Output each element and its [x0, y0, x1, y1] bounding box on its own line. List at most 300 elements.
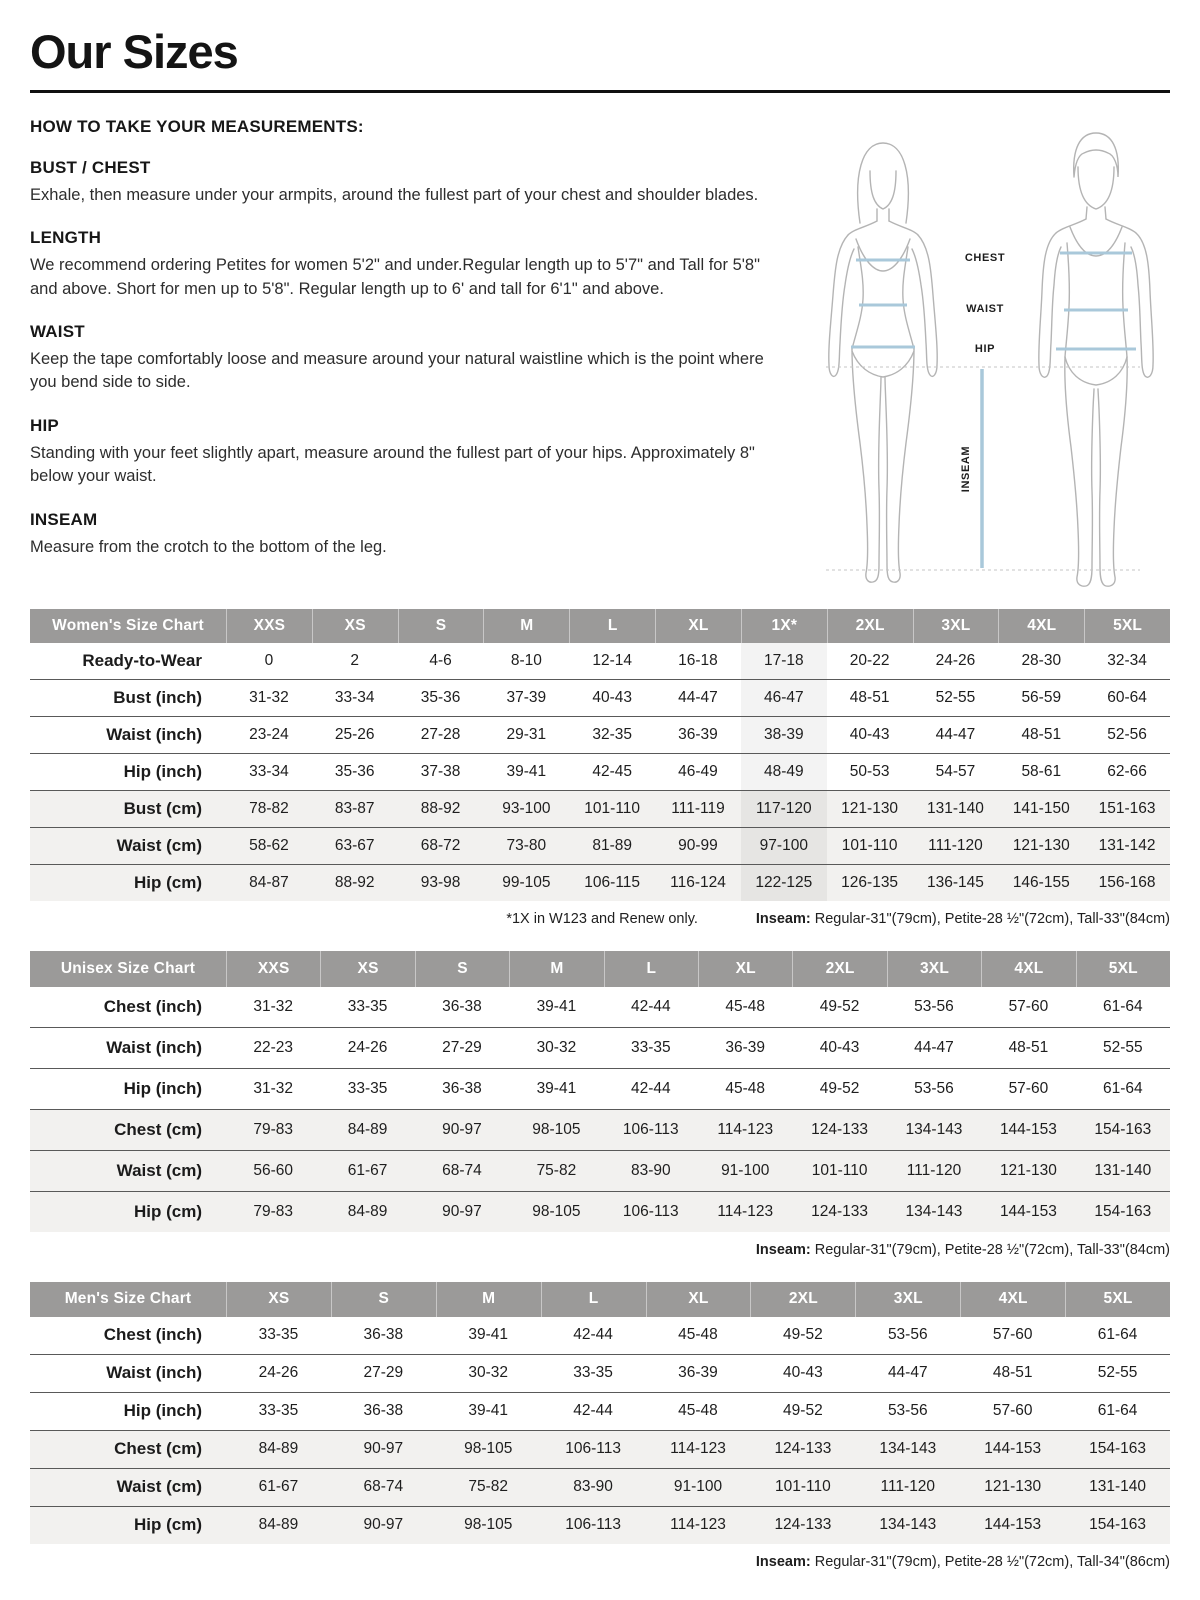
- size-value-cell: 42-45: [592, 762, 632, 780]
- measurement-instructions: [30, 117, 778, 595]
- size-value-cell: 111-119: [671, 799, 725, 817]
- size-value-cell: 106-115: [584, 873, 641, 891]
- size-value-cell: 98-105: [532, 1120, 581, 1138]
- measurement-guide: [30, 117, 1170, 595]
- size-value-cell: 91-100: [673, 1478, 723, 1496]
- size-value-cell: 75-82: [536, 1161, 577, 1179]
- size-value-cell: 68-74: [442, 1161, 482, 1179]
- row-label: Chest (cm): [114, 1439, 202, 1459]
- size-value-cell: 144-153: [984, 1440, 1042, 1458]
- size-value-cell: 29-31: [506, 725, 547, 743]
- column-header: L: [541, 1282, 646, 1317]
- column-header: XS: [226, 1282, 331, 1317]
- size-value-cell: 124-133: [774, 1516, 832, 1534]
- size-value-cell: 52-55: [1097, 1364, 1138, 1382]
- size-value-cell: 106-113: [565, 1440, 621, 1458]
- size-value-cell: 144-153: [984, 1516, 1042, 1534]
- size-value-cell: 24-26: [258, 1364, 299, 1382]
- size-value-cell: 48-51: [992, 1364, 1033, 1382]
- table-row: [30, 1507, 1170, 1544]
- column-header: XL: [698, 951, 792, 987]
- size-value-cell: 117-120: [741, 791, 827, 827]
- section-body: Standing with your feet slightly apart, measure around the fullest part of your hips. Approximately 8" below your waist.: [30, 443, 755, 486]
- table-row: [30, 1192, 1170, 1232]
- inseam-label: INSEAM: [960, 445, 972, 492]
- section-body: Exhale, then measure under your armpits, around the fullest part of your chest and shoulder blades.: [30, 185, 759, 204]
- size-value-cell: 144-153: [999, 1120, 1057, 1138]
- row-label: Hip (inch): [123, 761, 202, 781]
- column-header: XXS: [226, 609, 312, 643]
- table-footnote: [30, 1554, 1170, 1570]
- size-value-cell: 56-59: [1021, 688, 1062, 706]
- column-header: 3XL: [855, 1282, 960, 1317]
- size-value-cell: 57-60: [1008, 997, 1049, 1015]
- size-value-cell: 39-41: [536, 1079, 577, 1097]
- size-value-cell: 83-87: [334, 799, 375, 817]
- size-value-cell: 20-22: [849, 651, 890, 669]
- size-value-cell: 16-18: [678, 651, 718, 669]
- size-value-cell: 45-48: [678, 1326, 718, 1344]
- size-value-cell: 40-43: [849, 725, 890, 743]
- size-value-cell: 57-60: [992, 1326, 1033, 1344]
- size-value-cell: 84-89: [347, 1120, 388, 1138]
- table-title: Men's Size Chart: [64, 1290, 192, 1308]
- size-value-cell: 36-38: [442, 1079, 482, 1097]
- size-value-cell: 12-14: [592, 651, 632, 669]
- size-value-cell: 8-10: [510, 651, 542, 669]
- size-value-cell: 33-35: [347, 997, 388, 1015]
- column-header: L: [569, 609, 655, 643]
- row-label: Chest (cm): [114, 1119, 202, 1139]
- section-title: INSEAM: [30, 509, 98, 529]
- size-value-cell: 53-56: [914, 997, 954, 1015]
- size-value-cell: 42-44: [573, 1402, 613, 1420]
- size-value-cell: 98-105: [464, 1516, 513, 1534]
- table-footnote: [30, 911, 1170, 927]
- size-value-cell: 35-36: [334, 762, 375, 780]
- size-value-cell: 58-61: [1021, 762, 1062, 780]
- size-value-cell: 0: [264, 651, 274, 669]
- size-value-cell: 30-32: [536, 1038, 577, 1056]
- table-row: [30, 1028, 1170, 1069]
- size-value-cell: 84-89: [258, 1440, 299, 1458]
- column-header: 3XL: [913, 609, 999, 643]
- size-value-cell: 79-83: [253, 1202, 294, 1220]
- size-value-cell: 154-163: [1089, 1516, 1146, 1534]
- size-value-cell: 121-130: [841, 799, 899, 817]
- column-header: L: [604, 951, 698, 987]
- size-value-cell: 52-55: [1102, 1038, 1143, 1056]
- size-value-cell: 46-49: [678, 762, 718, 780]
- table-title: Women's Size Chart: [52, 616, 204, 634]
- footnote-inseam-label: Inseam:: [755, 910, 811, 927]
- row-label: Waist (cm): [116, 1160, 202, 1180]
- female-figure-outline: [829, 143, 937, 582]
- size-value-cell: 48-51: [849, 688, 890, 706]
- table-row: [30, 1431, 1170, 1469]
- size-value-cell: 151-163: [1098, 799, 1156, 817]
- size-value-cell: 32-35: [592, 725, 632, 743]
- size-value-cell: 52-56: [1107, 725, 1147, 743]
- size-value-cell: 17-18: [741, 643, 827, 679]
- size-value-cell: 101-110: [841, 836, 898, 854]
- size-value-cell: 58-62: [249, 836, 289, 854]
- size-value-cell: 35-36: [420, 688, 461, 706]
- row-label: Hip (inch): [123, 1078, 202, 1098]
- size-value-cell: 83-90: [630, 1161, 671, 1179]
- size-value-cell: 48-51: [1008, 1038, 1049, 1056]
- size-value-cell: 2: [350, 651, 360, 669]
- table-row: [30, 1317, 1170, 1355]
- row-label: Bust (cm): [123, 798, 202, 818]
- size-value-cell: 49-52: [819, 1079, 860, 1097]
- size-value-cell: 84-89: [258, 1516, 299, 1534]
- size-value-cell: 44-47: [914, 1038, 954, 1056]
- section-body: We recommend ordering Petites for women 5'2" and under.Regular length up to 5'7" and Tall for 5'8" and above. Short for men up to 5'8". Regular length up to 6' and tall for 6'1" and above.: [30, 256, 760, 298]
- measurement-section: [30, 158, 778, 207]
- section-title: BUST / CHEST: [30, 157, 151, 177]
- size-value-cell: 90-97: [363, 1440, 404, 1458]
- size-value-cell: 44-47: [887, 1364, 928, 1382]
- size-value-cell: 114-123: [717, 1202, 774, 1220]
- size-value-cell: 134-143: [879, 1440, 937, 1458]
- size-value-cell: 24-26: [347, 1038, 388, 1056]
- size-value-cell: 39-41: [506, 762, 547, 780]
- column-header: M: [436, 1282, 541, 1317]
- size-value-cell: 49-52: [819, 997, 860, 1015]
- size-value-cell: 33-35: [258, 1402, 299, 1420]
- column-header: XL: [655, 609, 741, 643]
- table-row: [30, 1355, 1170, 1393]
- size-value-cell: 84-89: [347, 1202, 388, 1220]
- column-header: XL: [646, 1282, 751, 1317]
- measurement-section: [30, 228, 778, 301]
- size-value-cell: 24-26: [935, 651, 976, 669]
- row-label: Chest (inch): [103, 1325, 202, 1345]
- row-label: Waist (inch): [106, 1037, 202, 1057]
- size-value-cell: 57-60: [992, 1402, 1033, 1420]
- table-row: [30, 791, 1170, 828]
- size-value-cell: 45-48: [725, 1079, 766, 1097]
- size-value-cell: 154-163: [1094, 1202, 1152, 1220]
- size-value-cell: 32-34: [1107, 651, 1147, 669]
- size-tables: [30, 609, 1170, 1570]
- column-header: XXS: [226, 951, 320, 987]
- size-value-cell: 27-29: [442, 1038, 482, 1056]
- size-value-cell: 131-140: [1094, 1161, 1152, 1179]
- hip-label: HIP: [974, 342, 996, 355]
- size-value-cell: 36-39: [678, 1364, 718, 1382]
- size-value-cell: 36-38: [363, 1402, 404, 1420]
- size-value-cell: 90-97: [442, 1120, 482, 1138]
- row-label: Hip (inch): [123, 1401, 202, 1421]
- footnote-inseam: Inseam: Regular-31"(79cm), Petite-28 ½"(72cm), Tall-33"(84cm): [755, 910, 1170, 927]
- size-value-cell: 116-124: [670, 873, 726, 891]
- table-header-row: [30, 1282, 1170, 1317]
- table-row: [30, 1069, 1170, 1110]
- size-value-cell: 37-39: [506, 688, 547, 706]
- size-value-cell: 33-35: [258, 1326, 299, 1344]
- size-value-cell: 27-28: [420, 725, 461, 743]
- footnote-inseam-label: Inseam:: [755, 1553, 811, 1570]
- size-value-cell: 106-113: [622, 1202, 679, 1220]
- size-value-cell: 101-110: [584, 799, 641, 817]
- size-value-cell: 121-130: [984, 1478, 1042, 1496]
- column-header: S: [398, 609, 484, 643]
- table-row: [30, 987, 1170, 1028]
- size-value-cell: 93-100: [502, 799, 551, 817]
- size-value-cell: 146-155: [1012, 873, 1070, 891]
- size-value-cell: 33-35: [347, 1079, 388, 1097]
- size-value-cell: 48-51: [1021, 725, 1062, 743]
- size-value-cell: 44-47: [935, 725, 976, 743]
- size-value-cell: 84-87: [249, 873, 289, 891]
- size-value-cell: 68-72: [420, 836, 461, 854]
- size-value-cell: 31-32: [249, 688, 289, 706]
- column-header: 4XL: [960, 1282, 1065, 1317]
- size-value-cell: 88-92: [334, 873, 375, 891]
- column-header: XS: [312, 609, 398, 643]
- size-value-cell: 54-57: [935, 762, 976, 780]
- size-value-cell: 61-64: [1097, 1402, 1138, 1420]
- size-value-cell: 60-64: [1107, 688, 1147, 706]
- size-value-cell: 126-135: [841, 873, 899, 891]
- size-value-cell: 136-145: [927, 873, 984, 891]
- size-value-cell: 131-140: [927, 799, 984, 817]
- footnote-asterisk-note: *1X in W123 and Renew only.: [506, 910, 698, 927]
- section-body: Keep the tape comfortably loose and measure around your natural waistline which is the point where you bend side to side.: [30, 349, 764, 392]
- body-measurement-diagram: [798, 117, 1170, 595]
- table-row: [30, 1110, 1170, 1151]
- column-header: S: [415, 951, 509, 987]
- size-value-cell: 111-120: [880, 1478, 936, 1496]
- measurement-lines: [851, 253, 1136, 349]
- size-value-cell: 61-64: [1097, 1326, 1138, 1344]
- measurement-section: [30, 510, 778, 559]
- column-header: 4XL: [998, 609, 1084, 643]
- row-label: Waist (inch): [106, 1363, 202, 1383]
- chest-label: CHEST: [964, 251, 1006, 264]
- table-header-row: [30, 609, 1170, 643]
- measurement-sections: [30, 158, 778, 559]
- size-value-cell: 46-47: [741, 680, 827, 716]
- size-value-cell: 91-100: [721, 1161, 770, 1179]
- size-value-cell: 61-67: [258, 1478, 299, 1496]
- size-value-cell: 56-60: [253, 1161, 294, 1179]
- size-value-cell: 33-35: [573, 1364, 613, 1382]
- size-value-cell: 22-23: [253, 1038, 294, 1056]
- size-value-cell: 106-113: [622, 1120, 679, 1138]
- size-value-cell: 62-66: [1107, 762, 1147, 780]
- size-value-cell: 124-133: [774, 1440, 832, 1458]
- table-row: [30, 754, 1170, 791]
- row-label: Hip (cm): [134, 1201, 202, 1221]
- size-value-cell: 154-163: [1094, 1120, 1152, 1138]
- column-header: 4XL: [981, 951, 1075, 987]
- column-header: 2XL: [827, 609, 913, 643]
- size-value-cell: 36-39: [725, 1038, 766, 1056]
- size-value-cell: 99-105: [502, 873, 551, 891]
- size-value-cell: 114-123: [670, 1440, 726, 1458]
- size-value-cell: 49-52: [783, 1326, 823, 1344]
- table-row: [30, 828, 1170, 865]
- size-chart-mens: [30, 1282, 1170, 1570]
- size-value-cell: 63-67: [334, 836, 375, 854]
- size-value-cell: 131-142: [1098, 836, 1156, 854]
- size-value-cell: 90-97: [363, 1516, 404, 1534]
- size-value-cell: 141-150: [1012, 799, 1070, 817]
- column-header: 5XL: [1076, 951, 1170, 987]
- male-figure-outline: [1039, 133, 1153, 586]
- table-row: [30, 643, 1170, 680]
- size-value-cell: 68-74: [363, 1478, 404, 1496]
- size-value-cell: 83-90: [573, 1478, 613, 1496]
- size-value-cell: 27-29: [363, 1364, 404, 1382]
- size-value-cell: 31-32: [253, 997, 294, 1015]
- footnote-inseam-label: Inseam:: [755, 1241, 811, 1258]
- size-value-cell: 124-133: [811, 1202, 869, 1220]
- section-title: WAIST: [30, 321, 85, 341]
- size-value-cell: 154-163: [1089, 1440, 1146, 1458]
- size-value-cell: 31-32: [253, 1079, 294, 1097]
- size-value-cell: 23-24: [249, 725, 289, 743]
- column-header: 3XL: [887, 951, 981, 987]
- size-value-cell: 73-80: [506, 836, 547, 854]
- measurement-figure: [794, 117, 1170, 595]
- column-header: 2XL: [792, 951, 886, 987]
- table-row: [30, 1393, 1170, 1431]
- size-value-cell: 40-43: [783, 1364, 823, 1382]
- table-title: Unisex Size Chart: [60, 959, 196, 977]
- size-value-cell: 75-82: [468, 1478, 509, 1496]
- column-header: M: [509, 951, 603, 987]
- size-value-cell: 57-60: [1008, 1079, 1049, 1097]
- title-divider: [30, 90, 1170, 93]
- column-header: S: [331, 1282, 436, 1317]
- size-value-cell: 36-38: [442, 997, 482, 1015]
- row-label: Ready-to-Wear: [82, 650, 202, 670]
- size-value-cell: 45-48: [725, 997, 766, 1015]
- size-chart-unisex: [30, 951, 1170, 1258]
- waist-label: WAIST: [966, 302, 1004, 315]
- size-value-cell: 134-143: [905, 1202, 963, 1220]
- size-value-cell: 122-125: [741, 865, 827, 901]
- size-value-cell: 30-32: [468, 1364, 509, 1382]
- size-value-cell: 49-52: [783, 1402, 823, 1420]
- size-value-cell: 4-6: [429, 651, 452, 669]
- size-value-cell: 111-120: [906, 1161, 962, 1179]
- size-value-cell: 131-140: [1089, 1478, 1146, 1496]
- size-value-cell: 42-44: [630, 1079, 671, 1097]
- table-footnote: [30, 1242, 1170, 1258]
- size-value-cell: 61-64: [1102, 997, 1143, 1015]
- size-value-cell: 25-26: [334, 725, 375, 743]
- column-header: 1X*: [741, 609, 827, 643]
- size-value-cell: 45-48: [678, 1402, 718, 1420]
- table-row: [30, 717, 1170, 754]
- size-value-cell: 48-49: [741, 754, 827, 790]
- size-value-cell: 53-56: [914, 1079, 954, 1097]
- footnote-inseam: Inseam: Regular-31"(79cm), Petite-28 ½"(72cm), Tall-34"(86cm): [755, 1553, 1170, 1570]
- size-value-cell: 78-82: [249, 799, 289, 817]
- size-value-cell: 114-123: [670, 1516, 726, 1534]
- row-label: Waist (inch): [106, 724, 202, 744]
- size-value-cell: 53-56: [887, 1326, 928, 1344]
- size-value-cell: 44-47: [678, 688, 718, 706]
- row-label: Waist (cm): [116, 835, 202, 855]
- size-value-cell: 90-97: [442, 1202, 482, 1220]
- size-value-cell: 121-130: [999, 1161, 1057, 1179]
- size-value-cell: 33-34: [334, 688, 375, 706]
- size-value-cell: 42-44: [630, 997, 671, 1015]
- size-value-cell: 61-64: [1102, 1079, 1143, 1097]
- size-value-cell: 101-110: [775, 1478, 831, 1496]
- section-title: HIP: [30, 415, 59, 435]
- section-body: Measure from the crotch to the bottom of the leg.: [30, 537, 387, 556]
- size-chart-womens: [30, 609, 1170, 927]
- size-value-cell: 134-143: [905, 1120, 963, 1138]
- size-value-cell: 90-99: [678, 836, 718, 854]
- size-value-cell: 111-120: [928, 836, 983, 854]
- table-row: [30, 1151, 1170, 1192]
- size-value-cell: 81-89: [592, 836, 632, 854]
- size-value-cell: 97-100: [741, 828, 827, 864]
- column-header: 5XL: [1084, 609, 1170, 643]
- size-value-cell: 98-105: [464, 1440, 513, 1458]
- measurement-section: [30, 416, 778, 489]
- table-row: [30, 680, 1170, 717]
- column-header: 2XL: [750, 1282, 855, 1317]
- row-label: Chest (inch): [103, 996, 202, 1016]
- footnote-inseam: Inseam: Regular-31"(79cm), Petite-28 ½"(72cm), Tall-33"(84cm): [755, 1241, 1170, 1258]
- size-value-cell: 106-113: [565, 1516, 621, 1534]
- measurement-section: [30, 322, 778, 395]
- size-value-cell: 93-98: [420, 873, 461, 891]
- size-value-cell: 52-55: [935, 688, 976, 706]
- size-value-cell: 50-53: [849, 762, 890, 780]
- size-value-cell: 53-56: [887, 1402, 928, 1420]
- table-row: [30, 1469, 1170, 1507]
- size-value-cell: 124-133: [811, 1120, 869, 1138]
- size-value-cell: 33-34: [249, 762, 289, 780]
- size-value-cell: 114-123: [717, 1120, 774, 1138]
- size-value-cell: 144-153: [999, 1202, 1057, 1220]
- column-header: M: [483, 609, 569, 643]
- table-row: [30, 865, 1170, 901]
- size-value-cell: 39-41: [468, 1402, 509, 1420]
- row-label: Hip (cm): [134, 1515, 202, 1535]
- size-value-cell: 39-41: [468, 1326, 509, 1344]
- row-label: Waist (cm): [116, 1477, 202, 1497]
- size-value-cell: 42-44: [573, 1326, 613, 1344]
- size-value-cell: 156-168: [1098, 873, 1156, 891]
- how-to-heading: HOW TO TAKE YOUR MEASUREMENTS:: [30, 116, 364, 136]
- size-value-cell: 88-92: [420, 799, 461, 817]
- row-label: Hip (cm): [134, 872, 202, 892]
- column-header: XS: [320, 951, 414, 987]
- page-header: [30, 26, 1170, 93]
- row-label: Bust (inch): [113, 687, 202, 707]
- size-value-cell: 79-83: [253, 1120, 294, 1138]
- size-value-cell: 121-130: [1012, 836, 1070, 854]
- size-value-cell: 40-43: [819, 1038, 860, 1056]
- size-value-cell: 28-30: [1021, 651, 1062, 669]
- section-title: LENGTH: [30, 228, 102, 248]
- size-value-cell: 101-110: [811, 1161, 868, 1179]
- column-header: 5XL: [1065, 1282, 1170, 1317]
- size-value-cell: 33-35: [630, 1038, 671, 1056]
- size-value-cell: 39-41: [536, 997, 577, 1015]
